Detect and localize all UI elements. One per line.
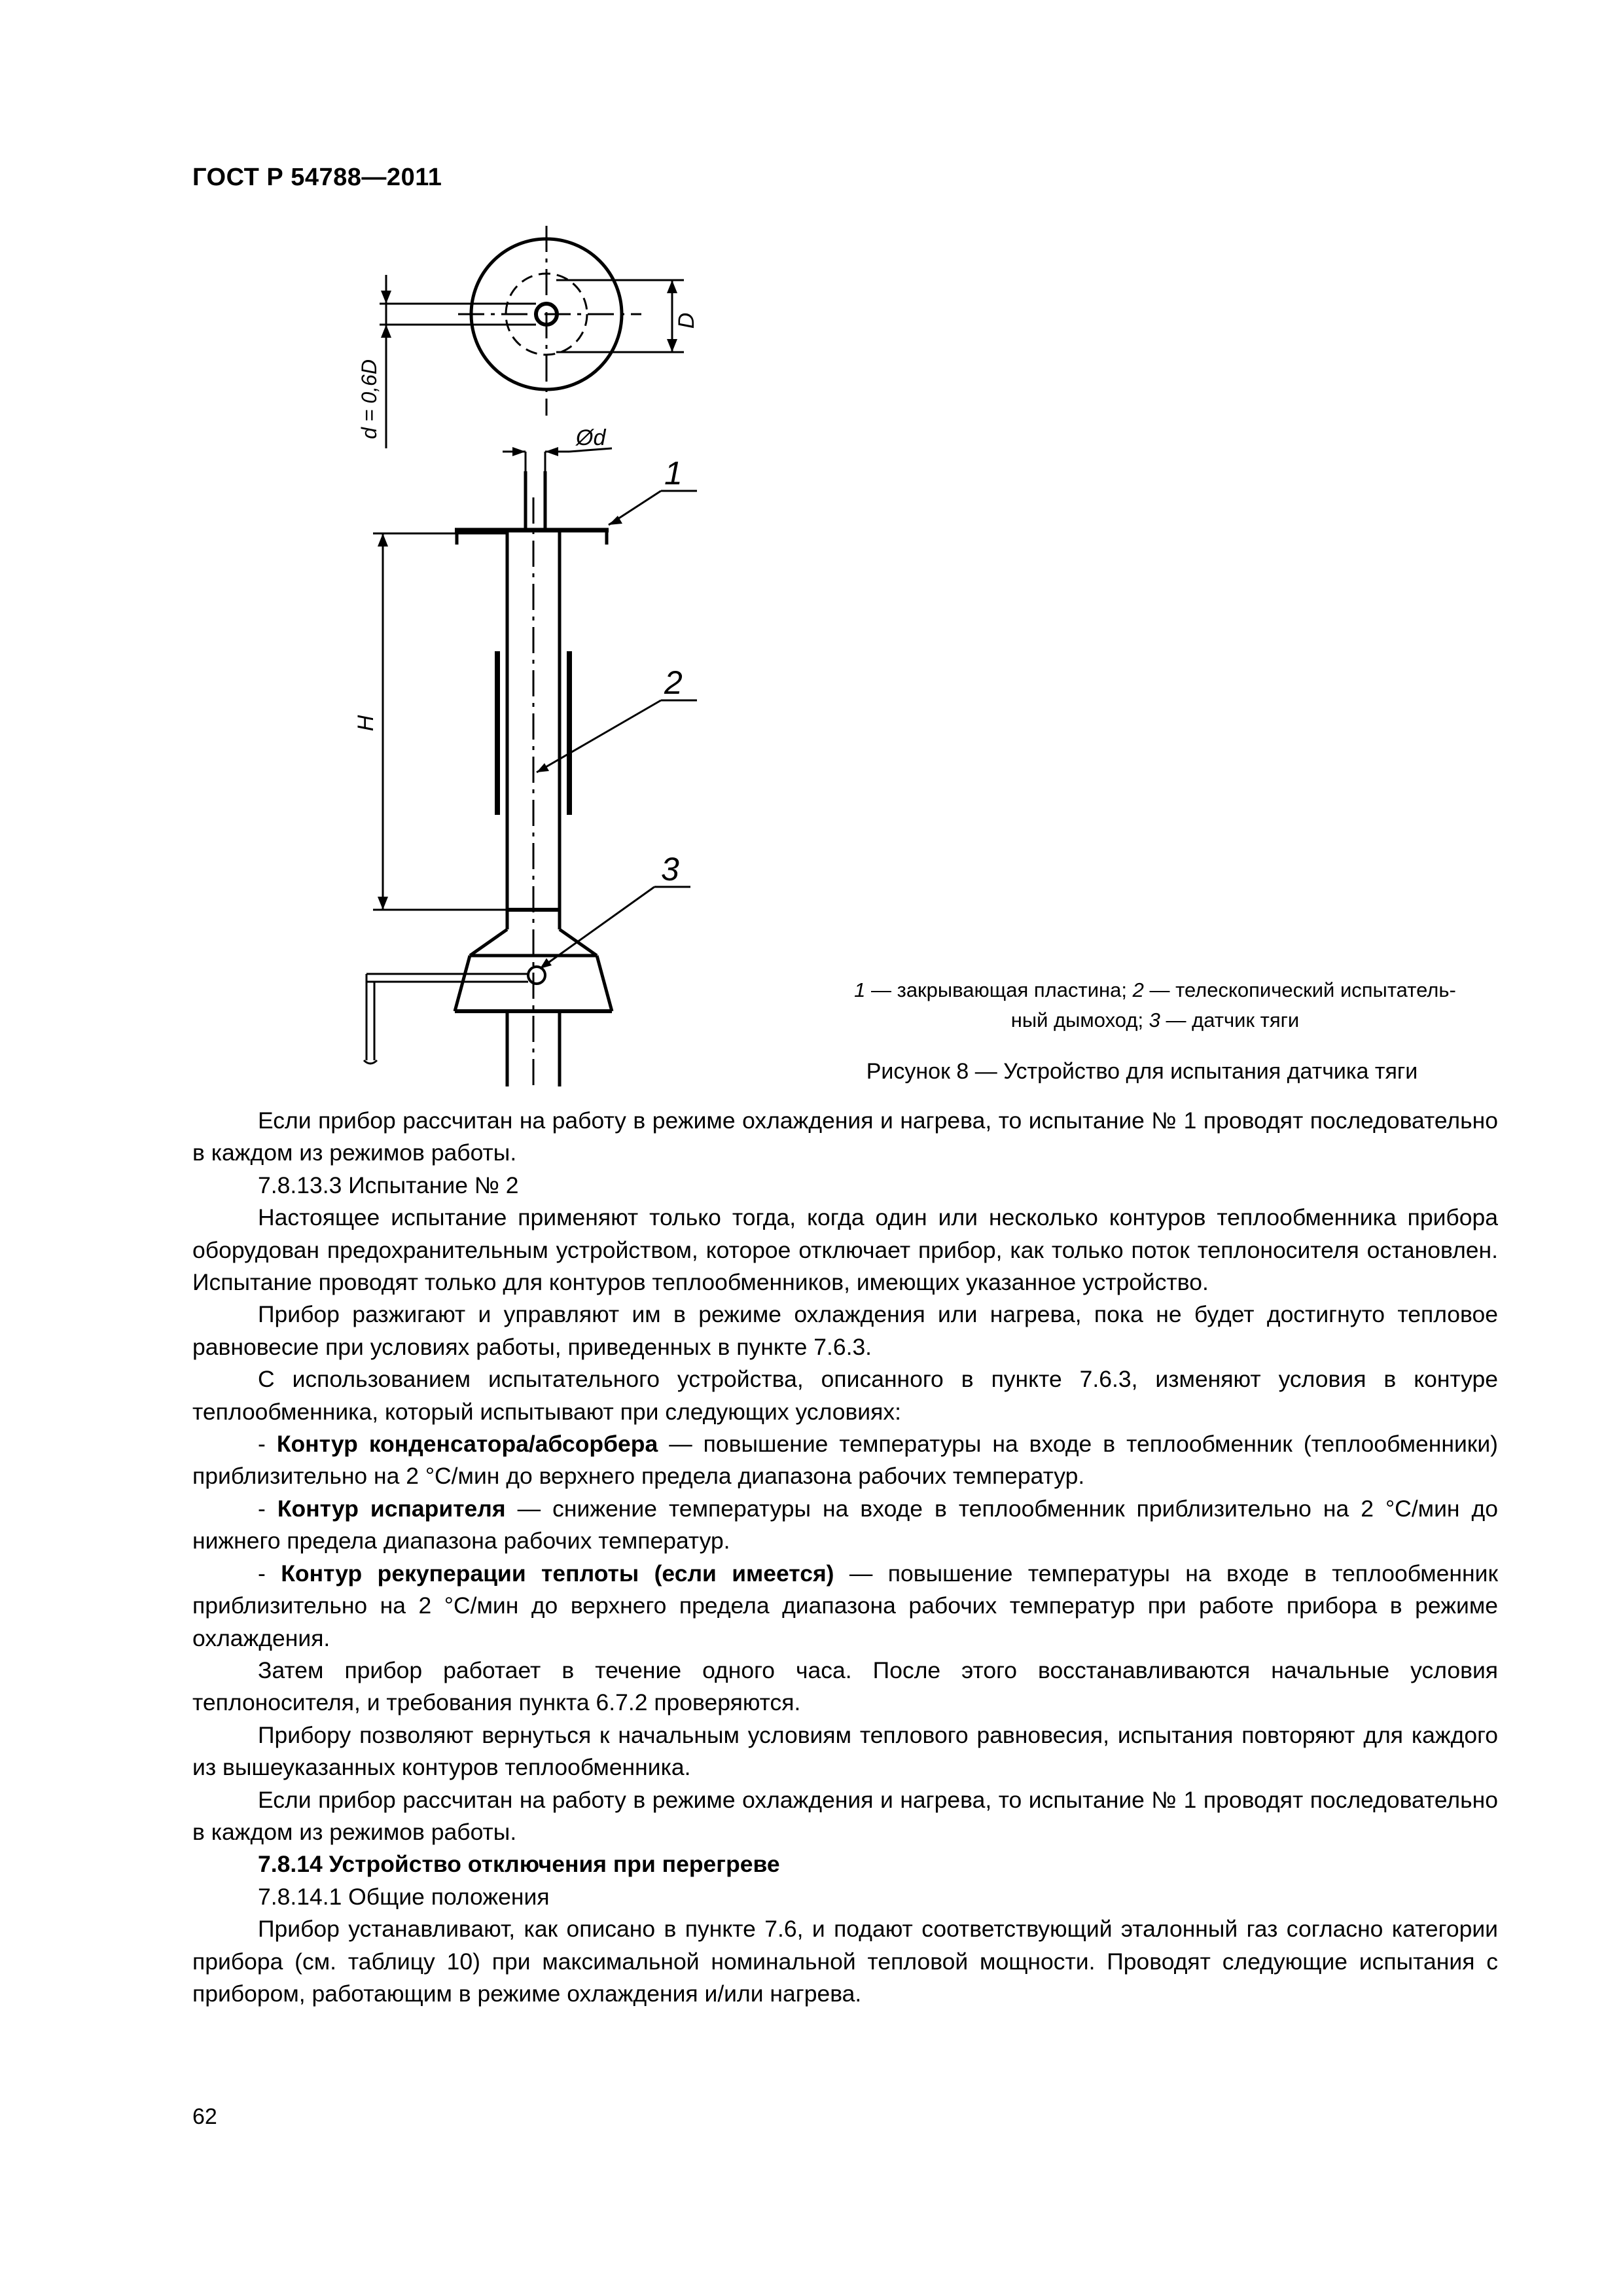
paragraph: Затем прибор работает в течение одного часа. После этого восстанавливаются начальные условия теплоносителя, и требования пункта 6.7.2 проверяются.: [192, 1657, 1498, 1716]
item-label-1: 1: [664, 455, 683, 492]
page-number: 62: [192, 2104, 217, 2129]
figure-legend: 1 — закрывающая пластина; 2 — телескопический испытатель- ный дымоход; 3 — датчик тяги: [854, 978, 1456, 1031]
section-number: 7.8.13.3 Испытание № 2: [258, 1172, 519, 1198]
body-text: [192, 1105, 1498, 2010]
paragraph: Настоящее испытание применяют только тогда, когда один или несколько контуров теплообменника прибора оборудован предохранительным устройством, которое отключает прибор, как только поток теплоносителя остановлен. Испытание проводят только для контуров теплообменников, имеющих указанное устройство.: [192, 1204, 1498, 1296]
section-heading: 7.8.14 Устройство отключения при перегреве: [258, 1851, 780, 1878]
paragraph: С использованием испытательного устройства, описанного в пункте 7.6.3, изменяют условия в контуре теплообменника, который испытывают при следующих условиях:: [192, 1366, 1498, 1425]
dim-label-big-d: D: [674, 312, 699, 329]
dim-label-small-d: d = 0,6D: [357, 359, 381, 439]
item-label-3: 3: [661, 851, 679, 888]
paragraph: Прибор разжигают и управляют им в режиме охлаждения или нагрева, пока не будет достигнуто тепловое равновесие при условиях работы, приведенных в пункте 7.6.3.: [192, 1301, 1498, 1360]
dim-label-diameter: Ød: [576, 425, 606, 450]
paragraph: Если прибор рассчитан на работу в режиме охлаждения и нагрева, то испытание № 1 проводят последовательно в каждом из режимов работы.: [192, 1107, 1498, 1166]
paragraph: Прибору позволяют вернуться к начальным условиям теплового равновесия, испытания повторяют для каждого из вышеуказанных контуров теплообменника.: [192, 1721, 1498, 1781]
paragraph: Если прибор рассчитан на работу в режиме охлаждения и нагрева, то испытание № 1 проводят последовательно в каждом из режимов работы.: [192, 1786, 1498, 1845]
list-item: - Контур рекуперации теплоты (если имеется) — повышение температуры на входе в теплообменник приблизительно на 2 °С/мин до верхнего предела диапазона рабочих температур при работе прибора в режиме охлаждения.: [192, 1560, 1498, 1651]
item-label-2: 2: [664, 664, 683, 701]
list-item: - Контур конденсатора/абсорбера — повышение температуры на входе в теплообменник (теплообменники) приблизительно на 2 °С/мин до верхнего предела диапазона рабочих температур.: [192, 1431, 1498, 1490]
document-header: ГОСТ Р 54788—2011: [192, 164, 442, 191]
figure-draft-sensor-device: [340, 223, 995, 1100]
list-item: - Контур испарителя — снижение температуры на входе в теплообменник приблизительно на 2 °С/мин до нижнего предела диапазона рабочих температур.: [192, 1495, 1499, 1554]
figure-caption: Рисунок 8 — Устройство для испытания датчика тяги: [866, 1059, 1418, 1084]
technical-drawing: [340, 223, 995, 1100]
subsection-heading: 7.8.14.1 Общие положения: [258, 1883, 550, 1910]
dim-label-height: H: [353, 715, 378, 732]
paragraph: Прибор устанавливают, как описано в пункте 7.6, и подают соответствующий эталонный газ согласно категории прибора (см. таблицу 10) при максимальной номинальной тепловой мощности. Проводят следующие испытания с прибором, работающим в режиме охлаждения и/или нагрева.: [192, 1916, 1498, 2007]
